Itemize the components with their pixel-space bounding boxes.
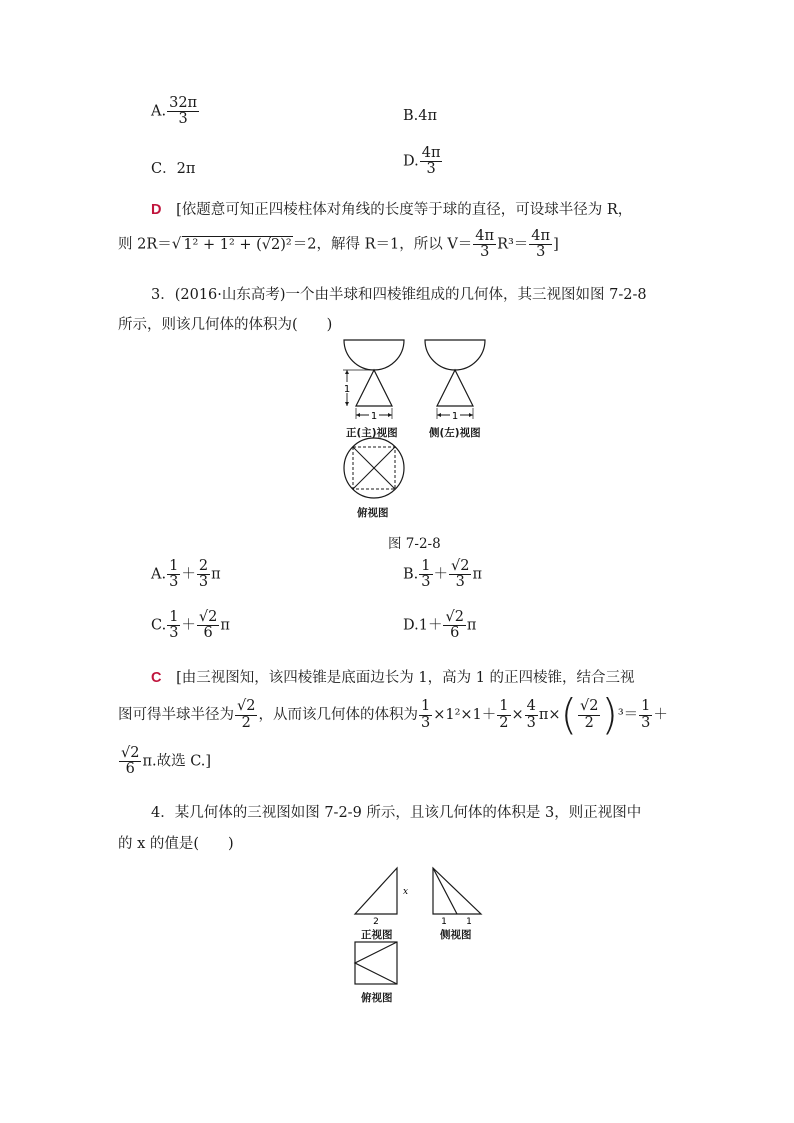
q3-option-a-frac1: $\frac{1}{3}$ [169, 558, 179, 591]
q2-solution-line2: 则 2R＝√ 1² + 1² + (√2)²＝2，解得 R＝1，所以 V＝ $\frac{4\pi}{3}$ R³＝ $\frac{4\pi}{3}$ ] [118, 228, 559, 261]
q4-front-dim-2: 2 [373, 917, 379, 927]
q2-option-c-label: C．2π [151, 161, 196, 177]
q3-solution-radius: $\frac{√2}{2}$ [237, 698, 256, 731]
q3-front-width-label: 1 [370, 411, 378, 422]
q3-option-d: D.1＋ $\frac{√2}{6}$ π [403, 609, 477, 642]
q2-option-d-fraction: $\frac{4\pi}{3}$ [421, 145, 441, 178]
q4-stem-line2: 的 x 的值是( ) [118, 836, 234, 852]
q2-solution-r3: R³＝ [497, 236, 529, 253]
q3-option-b-frac2: $\frac{√2}{3}$ [451, 558, 470, 591]
q3-figure-label: 图 7-2-8 [388, 536, 441, 552]
q4-top-triangle [355, 942, 397, 984]
q2-option-a-fraction: $\frac{32\pi}{3}$ [169, 95, 198, 128]
q2-option-a-label: A. [151, 103, 167, 120]
q4-side-dim-1a: 1 [441, 917, 447, 927]
q4-top-caption: 俯视图 [361, 992, 393, 1004]
q2-option-c [151, 157, 195, 178]
q2-option-d [403, 146, 443, 177]
q4-side-dim-1b: 1 [466, 917, 472, 927]
q2-solution-text2a: 则 2R＝ [118, 236, 172, 253]
q2-solution-radicand: 1² + 1² + (√2)² [183, 236, 292, 253]
q3-solution-text2b: ，从而该几何体的体积为 [258, 707, 418, 723]
q3-answer-letter: C [151, 670, 162, 686]
q3-solution-text2a: 图可得半球半径为 [118, 707, 234, 723]
q3-option-c-frac2: $\frac{√2}{6}$ [198, 609, 218, 642]
q3-option-c: C. $\frac{1}{3}$ ＋ $\frac{√2}{6}$ π [151, 609, 230, 642]
q3-solution-text1: [由三视图知，该四棱锥是底面边长为 1，高为 1 的正四棱锥，结合三视 [176, 670, 635, 686]
q3-stem-line1: 3．(2016·山东高考)一个由半球和四棱锥组成的几何体，其三视图如图 7-2-8 [151, 287, 647, 303]
q4-side-caption: 侧视图 [440, 929, 472, 941]
q3-side-width-label: 1 [451, 411, 459, 422]
q4-front-x-label: x [403, 887, 409, 897]
q3-option-b-frac1: $\frac{1}{3}$ [421, 558, 431, 591]
q3-front-caption: 正(主)视图 [346, 427, 398, 439]
q3-front-pyramid [356, 370, 392, 406]
q3-option-b: B. $\frac{1}{3}$ ＋ $\frac{√2}{3}$ π [403, 558, 482, 591]
q3-solution-line3 [118, 746, 211, 777]
q3-solution-line2: 图可得半球半径为 $\frac{√2}{2}$ ，从而该几何体的体积为 $\frac{1}{3}$ ×1²×1＋ $\frac{1}{2}$ × $\frac{4}{3}$ π×( $\frac{√2}{2}$ )³＝ $\frac{1}{3}$ ＋ [118, 690, 668, 739]
q2-answer-letter: D [151, 202, 162, 218]
q3-side-pyramid [437, 370, 473, 406]
q2-solution-text1: [依题意可知正四棱柱体对角线的长度等于球的直径，可设球半径为 R， [176, 202, 633, 218]
q2-solution-end: ] [553, 236, 559, 253]
q2-option-d-label: D. [403, 153, 419, 170]
q2-solution-frac2: $\frac{4\pi}{3}$ [531, 228, 551, 261]
q4-top-rect [355, 942, 397, 984]
q2-solution-frac1: $\frac{4\pi}{3}$ [475, 228, 495, 261]
q4-side-inner-line [433, 868, 457, 914]
q3-solution-line1 [151, 666, 635, 687]
q2-option-a [151, 96, 200, 127]
q3-top-caption: 俯视图 [357, 507, 389, 519]
q3-option-b-label: B. [403, 566, 419, 583]
q3-option-a-frac2: $\frac{2}{3}$ [198, 558, 209, 591]
q2-option-b-label: B.4π [403, 108, 438, 124]
q4-front-triangle [355, 868, 397, 914]
q3-option-c-frac1: $\frac{1}{3}$ [169, 609, 179, 642]
q4-front-caption: 正视图 [361, 929, 393, 941]
q2-option-b [403, 108, 437, 124]
q2-solution-text2b: ＝2，解得 R＝1，所以 V＝ [292, 236, 473, 253]
q3-front-hemisphere [344, 340, 404, 370]
q4-side-triangle [433, 868, 481, 914]
q3-solution-line3-frac: $\frac{√2}{6}$ [121, 745, 140, 778]
q3-option-a: A. $\frac{1}{3}$ ＋ $\frac{2}{3}$ π [151, 558, 221, 591]
q4-stem-line1: 4．某几何体的三视图如图 7-2-9 所示，且该几何体的体积是 3，则正视图中 [151, 805, 642, 821]
q3-option-d-label: D.1＋ [403, 617, 443, 634]
q3-option-a-label: A. [151, 566, 167, 583]
q3-side-hemisphere [425, 340, 485, 370]
q3-solution-text3: π.故选 C.] [142, 753, 212, 770]
q3-option-d-frac: $\frac{√2}{6}$ [445, 609, 464, 642]
q3-side-caption: 侧(左)视图 [429, 427, 481, 439]
q3-front-height-label: 1 [343, 384, 351, 395]
q3-stem-line2: 所示，则该几何体的体积为( ) [118, 317, 333, 333]
q3-option-c-label: C. [151, 617, 167, 634]
q2-solution-line1 [151, 198, 632, 219]
